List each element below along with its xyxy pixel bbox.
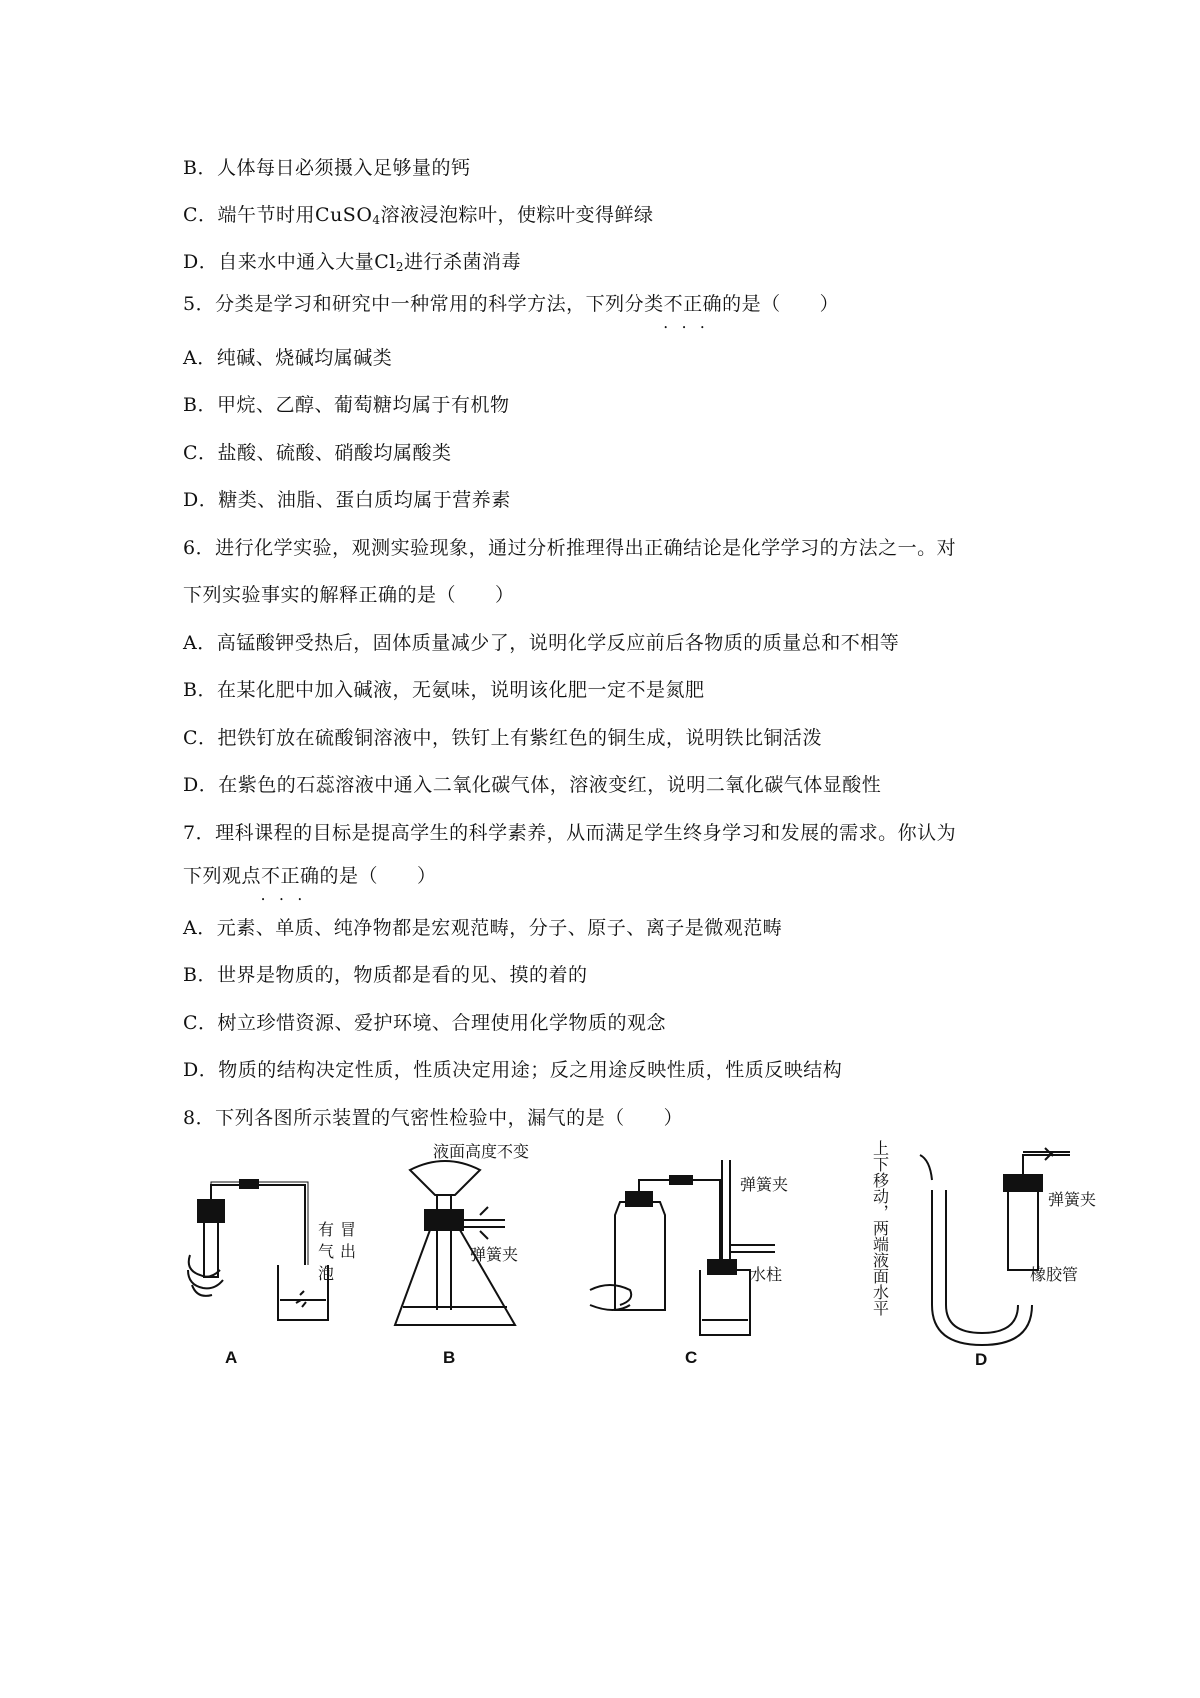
- q4-option-c: C．端午节时用CuSO$_4$溶液浸泡粽叶，使粽叶变得鲜绿: [183, 204, 654, 227]
- q5-option-c: C．盐酸、硫酸、硝酸均属酸类: [183, 442, 452, 464]
- q4-option-d: D．自来水中通入大量$Cl_2$进行杀菌消毒: [183, 251, 522, 274]
- q7-stem-1: 7．理科课程的目标是提高学生的科学素养，从而满足学生终身学习和发展的需求。你认为: [183, 822, 957, 844]
- apparatus-d-diagram: [870, 1130, 1110, 1369]
- apparatus-c-diagram: [590, 1140, 830, 1365]
- label-rubber-tube: 橡胶管: [1030, 1265, 1079, 1284]
- q7-option-b: B．世界是物质的，物质都是看的见、摸的着的: [183, 964, 588, 986]
- label-move-up-down: 上下移动，两端液面水平: [870, 1140, 890, 1316]
- q7-option-d: D．物质的结构决定性质，性质决定用途；反之用途反映性质，性质反映结构: [183, 1059, 843, 1081]
- apparatus-b-diagram: [395, 1135, 595, 1365]
- q5-option-a: A．纯碱、烧碱均属碱类: [183, 347, 393, 369]
- q7-option-c: C．树立珍惜资源、爱护环境、合理使用化学物质的观念: [183, 1012, 667, 1034]
- q5-stem: 5．分类是学习和研究中一种常用的科学方法，下列分类不正确 • • •的是（ ）: [183, 291, 839, 317]
- q8-stem: 8．下列各图所示装置的气密性检验中，漏气的是（ ）: [183, 1107, 684, 1129]
- label-liquid-level: 液面高度不变: [433, 1142, 530, 1161]
- q6-option-b: B．在某化肥中加入碱液，无氨味，说明该化肥一定不是氮肥: [183, 679, 705, 701]
- q6-stem-1: 6．进行化学实验，观测实验现象，通过分析推理得出正确结论是化学学习的方法之一。对: [183, 537, 957, 559]
- caption-b: B: [443, 1348, 456, 1367]
- label-spring-clip: 弹簧夹: [470, 1245, 519, 1264]
- figure-d: [870, 1130, 1110, 1369]
- apparatus-a-diagram: [180, 1145, 380, 1365]
- q4-option-b: B．人体每日必须摄入足够量的钙: [183, 157, 471, 179]
- emphasis-not-correct: 不正确 • • •: [664, 293, 723, 315]
- figure-a: [180, 1145, 380, 1369]
- caption-c: C: [685, 1348, 698, 1367]
- q7-stem-2: 下列观点不正确 • • •的是（ ）: [183, 863, 437, 889]
- label-bubbles: 有气泡冒出: [318, 1220, 357, 1283]
- label-water-column: 水柱: [750, 1265, 783, 1284]
- q6-stem-2: 下列实验事实的解释正确的是（ ）: [183, 584, 515, 606]
- q6-option-d: D．在紫色的石蕊溶液中通入二氧化碳气体，溶液变红，说明二氧化碳气体显酸性: [183, 774, 882, 796]
- q6-option-c: C．把铁钉放在硫酸铜溶液中，铁钉上有紫红色的铜生成，说明铁比铜活泼: [183, 727, 823, 749]
- emphasis-not-correct: 不正确 • • •: [261, 865, 320, 887]
- caption-a: A: [225, 1348, 238, 1367]
- figure-b: [395, 1135, 595, 1369]
- q5-option-b: B．甲烷、乙醇、葡萄糖均属于有机物: [183, 394, 510, 416]
- caption-d: D: [975, 1350, 988, 1369]
- label-spring-clip-d: 弹簧夹: [1048, 1190, 1097, 1209]
- label-spring-clip-c: 弹簧夹: [740, 1175, 789, 1194]
- q7-option-a: A．元素、单质、纯净物都是宏观范畴，分子、原子、离子是微观范畴: [183, 917, 783, 939]
- q5-option-d: D．糖类、油脂、蛋白质均属于营养素: [183, 489, 511, 511]
- figure-c: [590, 1140, 830, 1369]
- q6-option-a: A．高锰酸钾受热后，固体质量减少了，说明化学反应前后各物质的质量总和不相等: [183, 632, 900, 654]
